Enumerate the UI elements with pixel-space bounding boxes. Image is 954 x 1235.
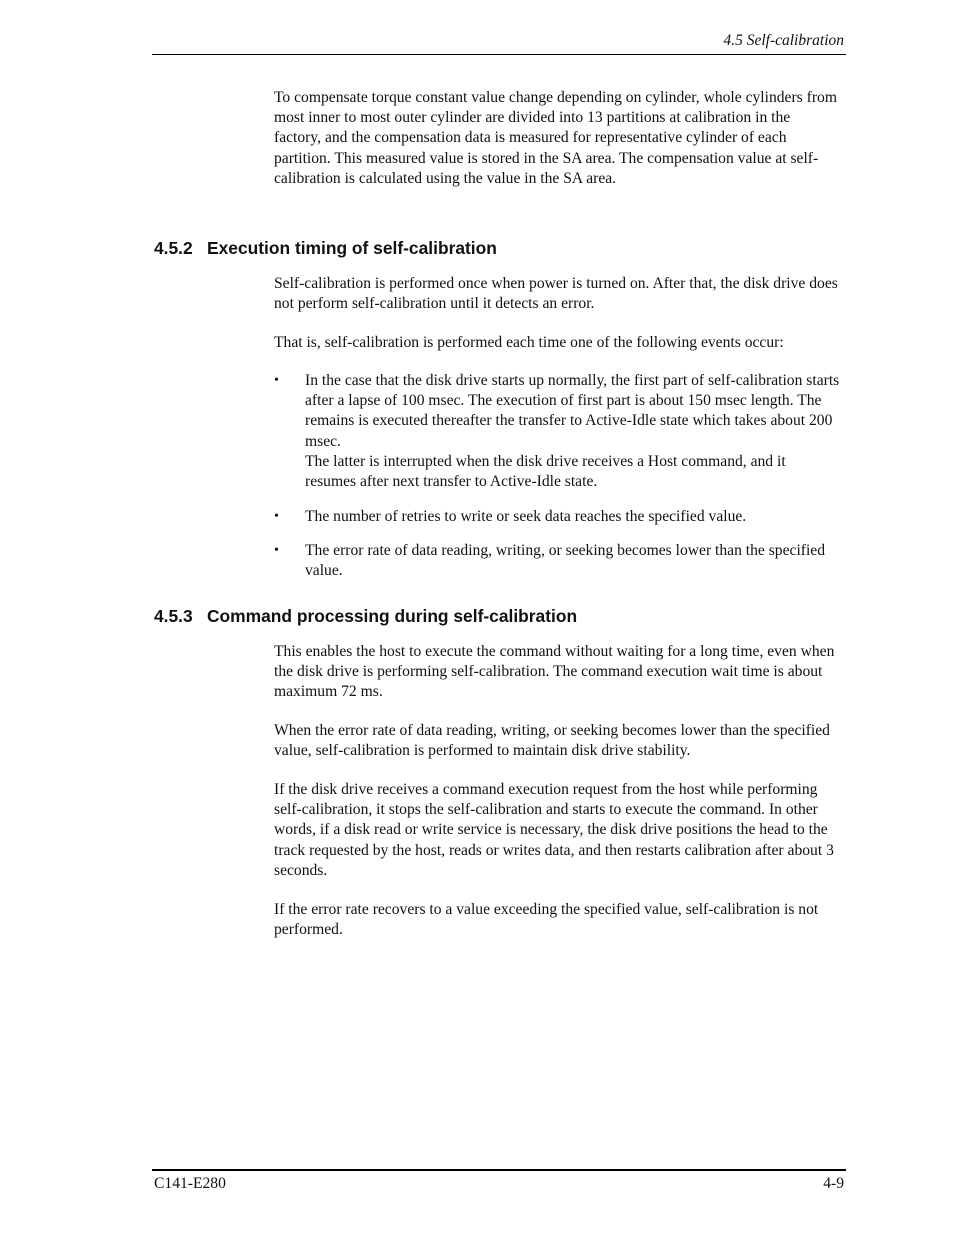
bullet-item (274, 541, 839, 581)
bullet-text: The number of retries to write or seek data reaches the specified value. (305, 508, 747, 525)
footer-rule (152, 1169, 846, 1171)
section-title: Execution timing of self-calibration (207, 238, 497, 258)
paragraph: If the disk drive receives a command execution request from the host while performing self-calibration, it stops the self-calibration and starts to execute the command. In other words, if a disk read or write service is necessary, the disk drive positions the head to the track requested by the host, reads or writes data, and then restarts calibration after about 3 seconds. (274, 781, 834, 879)
bullet-item (274, 507, 839, 527)
paragraph: Self-calibration is performed once when power is turned on. After that, the disk drive does not perform self-calibration until it detects an error. (274, 275, 838, 313)
section-heading-4-5-3 (154, 606, 577, 627)
section-title: Command processing during self-calibration (207, 606, 578, 626)
bullet-icon: • (274, 373, 279, 388)
running-header: 4.5 Self-calibration (723, 32, 844, 49)
intro-paragraph: To compensate torque constant value change depending on cylinder, whole cylinders from most inner to most outer cylinder are divided into 13 partitions at calibration in the factory, and the compensation data is measured for representative cylinder of each partition. This measured value is stored in the SA area. The compensation value at self-calibration is calculated using the value in the SA area. (274, 89, 837, 187)
bullet-text: The latter is interrupted when the disk drive receives a Host command, and it resumes after next transfer to Active-Idle state. (305, 452, 786, 491)
bullet-item (274, 371, 839, 492)
header-rule (152, 54, 846, 55)
bullet-icon: • (274, 543, 279, 558)
document-id: C141-E280 (154, 1175, 226, 1192)
paragraph: If the error rate recovers to a value exceeding the specified value, self-calibration is not performed. (274, 901, 819, 939)
section-heading-4-5-2 (154, 238, 497, 259)
paragraph: When the error rate of data reading, writing, or seeking becomes lower than the specified value, self-calibration is performed to maintain disk drive stability. (274, 722, 830, 760)
paragraph: This enables the host to execute the command without waiting for a long time, even when the disk drive is performing self-calibration. The command execution wait time is about maximum 72 ms. (274, 643, 835, 701)
section-number: 4.5.3 (154, 606, 193, 626)
bullet-icon: • (274, 509, 279, 524)
section-number: 4.5.2 (154, 238, 193, 258)
bullet-text: In the case that the disk drive starts up normally, the first part of self-calibration starts after a lapse of 100 msec. The execution of first part is about 150 msec length. The remains is executed thereafter the transfer to Active-Idle state which takes about 200 msec. (305, 372, 840, 450)
paragraph: That is, self-calibration is performed each time one of the following events occur: (274, 334, 784, 351)
page-number: 4-9 (823, 1175, 844, 1192)
bullet-text: The error rate of data reading, writing, or seeking becomes lower than the specified value. (305, 542, 826, 580)
